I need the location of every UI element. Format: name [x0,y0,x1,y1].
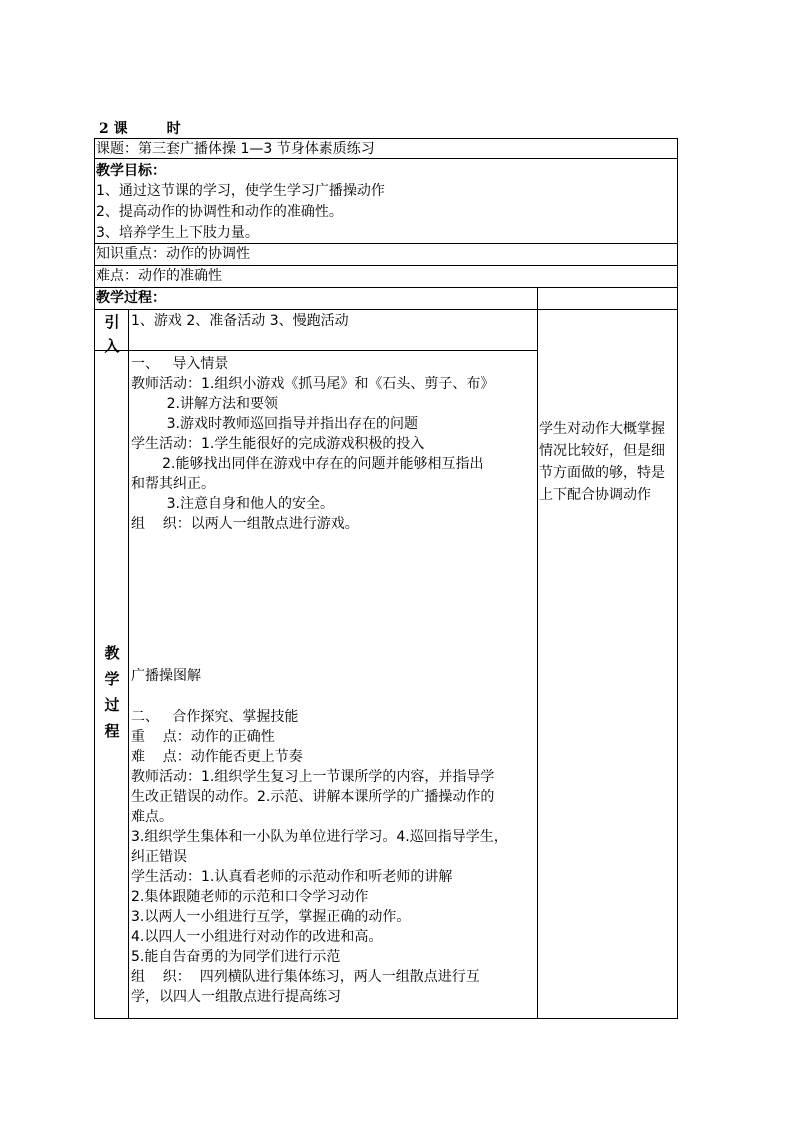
lesson-heading: 2 课 时 [99,121,181,137]
process-label [98,640,126,744]
section-two-line: 3.组织学生集体和一小队为单位进行学习。4.巡回指导学生， [131,829,508,845]
section-two-line: 教师活动：1.组织学生复习上一节课所学的内容，并指导学 [131,769,495,785]
section-two [131,707,536,1007]
section-two-line: 纠正错误 [131,849,187,865]
goal-item: 2、提高动作的协调性和动作的准确性。 [96,204,343,220]
column-divider [537,287,538,1019]
row-divider [94,309,678,310]
section-one-line: 教师活动：1.组织小游戏《抓马尾》和《石头、剪子、布》 [131,376,495,392]
section-one-line: 和帮其纠正。 [131,476,215,492]
column-divider [128,309,129,1019]
section-one [131,354,536,534]
goal-item: 1、通过这节课的学习，使学生学习广播操动作 [96,183,385,199]
row-divider [94,287,678,288]
goals-title: 教学目标： [96,163,166,179]
process-label-char: 教 [104,644,120,662]
section-one-line: 3.游戏时教师巡回指导并指出存在的问题 [131,416,418,432]
section-two-line: 4.以四人一小组进行对动作的改进和高。 [131,929,383,945]
topic-row: 课题：第三套广播体操 1—3 节身体素质练习 [96,141,375,157]
intro-content: 1、游戏 2、准备活动 3、慢跑活动 [131,313,349,329]
goal-item: 3、培养学生上下肢力量。 [96,225,259,241]
row-divider [94,350,537,351]
process-label-char: 学 [104,670,120,688]
section-two-line: 学生活动：1.认真看老师的示范动作和听老师的讲解 [131,869,453,885]
section-one-line: 2.讲解方法和要领 [131,396,278,412]
section-two-line: 学，以四人一组散点进行提高练习 [131,989,341,1005]
intro-label-char: 入 [104,337,120,355]
section-one-line: 学生活动：1.学生能很好的完成游戏积极的投入 [131,436,425,452]
process-label-char: 过 [104,696,120,714]
section-two-line: 2.集体跟随老师的示范和口令学习动作 [131,889,369,905]
process-title: 教学过程： [96,290,166,306]
section-two-line: 重 点：动作的正确性 [131,729,275,745]
diagram-caption: 广播操图解 [131,668,201,684]
intro-label-char: 引 [104,313,120,331]
reflection-note: 学生对动作大概掌握情况比较好，但是细节方面做的够，特是上下配合协调动作 [539,421,665,503]
intro-label [98,310,126,358]
key-point-row: 知识重点：动作的协调性 [96,246,250,262]
section-one-line: 2.能够找出同伴在游戏中存在的问题并能够相互指出 [131,456,484,472]
section-two-line: 难 点：动作能否更上节奏 [131,749,303,765]
section-two-line: 5.能自告奋勇的为同学们进行示范 [131,949,341,965]
section-two-line: 组 织： 四列横队进行集体练习，两人一组散点进行互 [131,969,480,985]
section-two-line: 3.以两人一小组进行互学，掌握正确的动作。 [131,909,411,925]
process-label-char: 程 [104,722,120,740]
section-two-line: 二、 合作探究、掌握技能 [131,709,299,725]
section-one-line: 3.注意自身和他人的安全。 [131,496,334,512]
difficulty-row: 难点：动作的准确性 [96,268,222,284]
section-two-line: 生改正错误的动作。2.示范、讲解本课所学的广播操动作的 [131,789,495,805]
section-two-line: 难点。 [131,809,173,825]
section-one-line: 组 织：以两人一组散点进行游戏。 [131,516,359,532]
section-one-line: 一、 导入情景 [131,356,229,372]
